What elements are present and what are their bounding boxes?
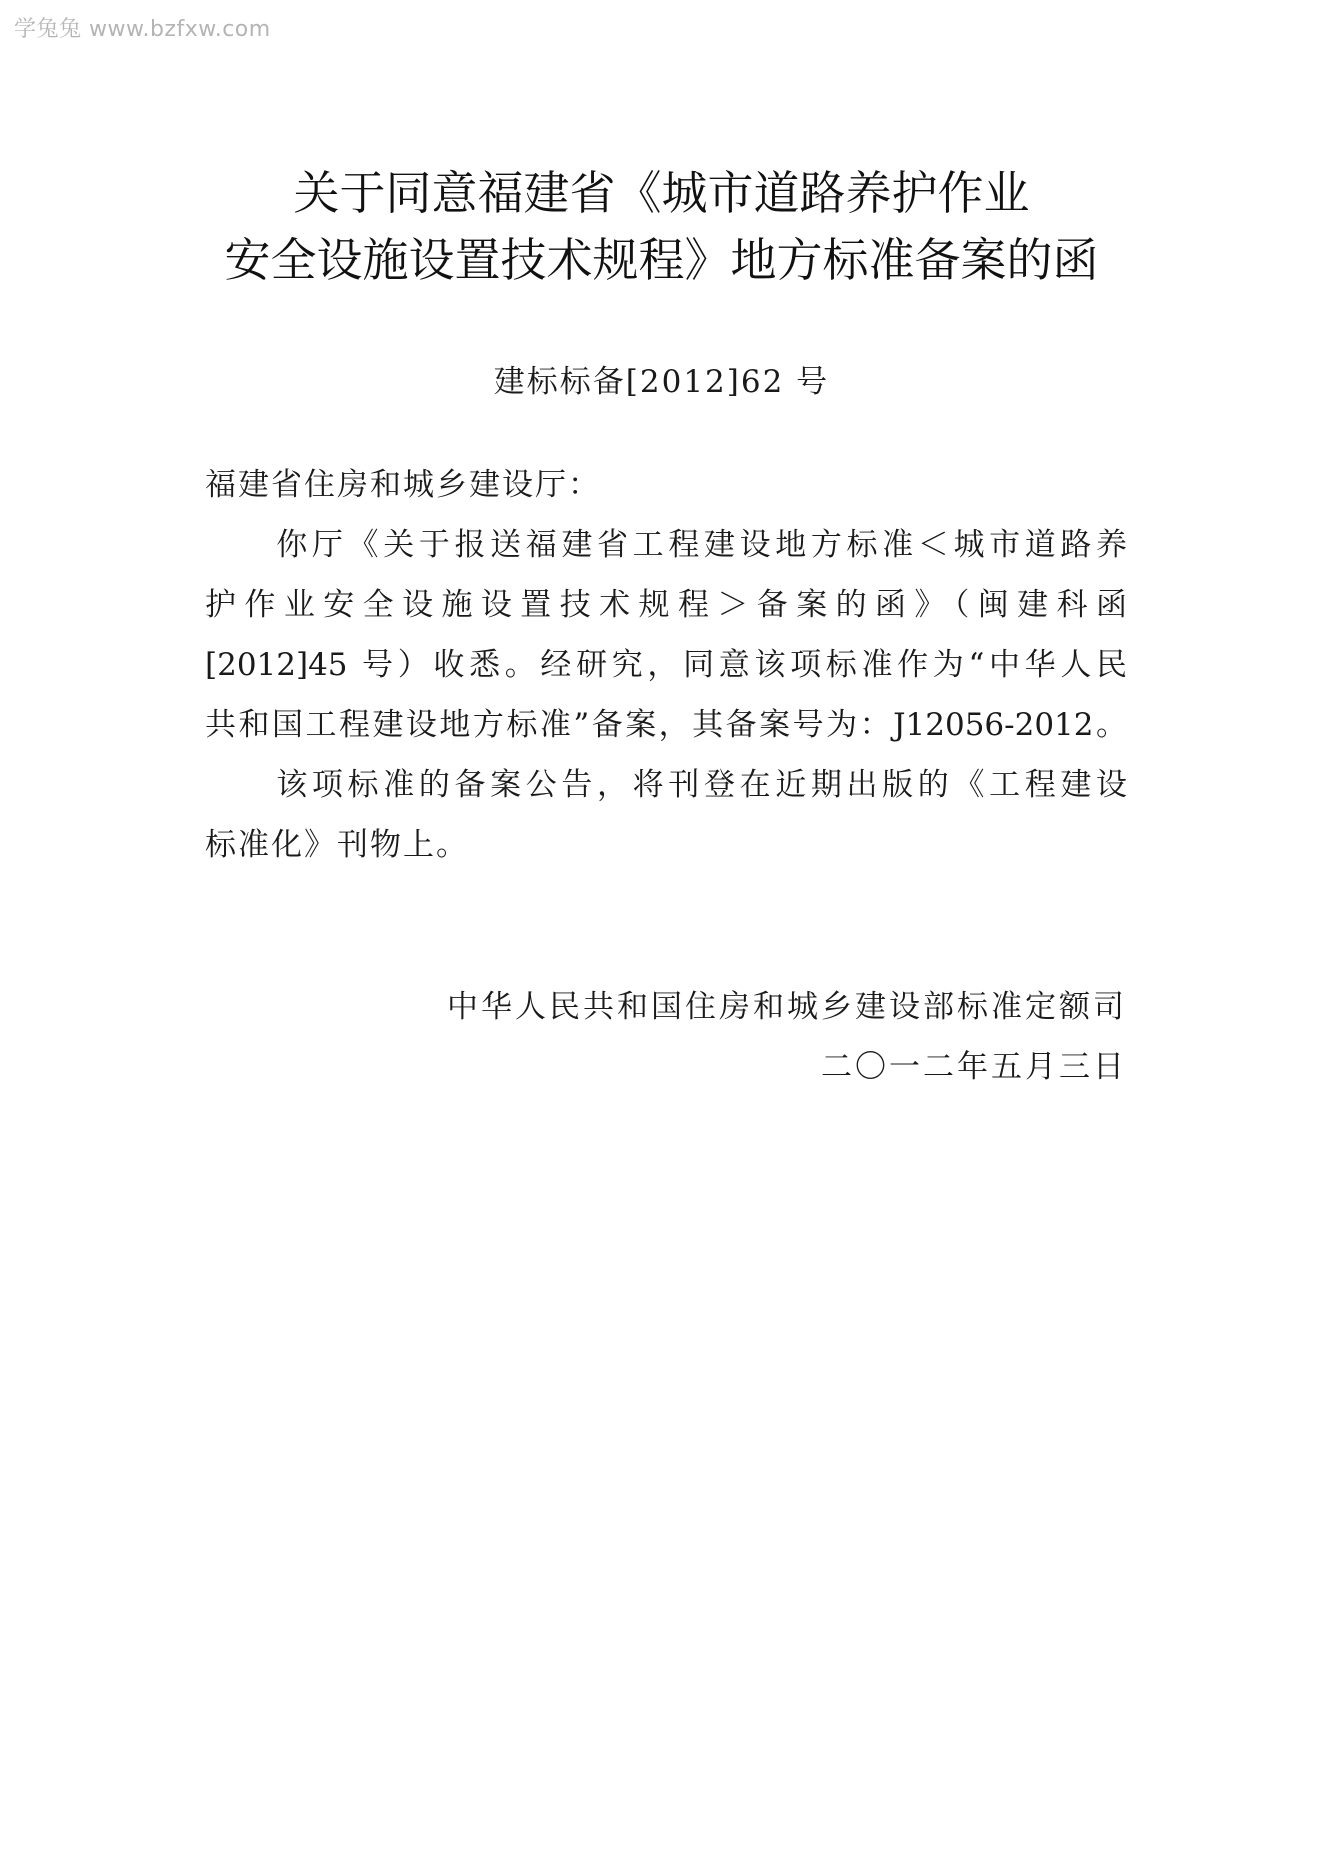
body-line-4: 共和国工程建设地方标准”备案，其备案号为：J12056-2012。 (205, 707, 1127, 743)
addressee: 福建省住房和城乡建设厅： (205, 467, 601, 503)
document-title-line-1: 关于同意福建省《城市道路养护作业 (293, 166, 1030, 220)
document-title-line-2: 安全设施设置技术规程》地方标准备案的函 (224, 233, 1099, 287)
body-line-5: 该项标准的备案公告，将刊登在近期出版的《工程建设 (205, 767, 1127, 803)
watermark: 学兔兔 www.bzfxw.com (14, 17, 271, 42)
body-line-6: 标准化》刊物上。 (205, 827, 469, 863)
issue-date: 二〇一二年五月三日 (821, 1049, 1127, 1085)
body-line-1: 你厅《关于报送福建省工程建设地方标准＜城市道路养 (205, 527, 1127, 563)
issuer-signature: 中华人民共和国住房和城乡建设部标准定额司 (447, 989, 1127, 1025)
body-line-3: [2012]45 号）收悉。经研究，同意该项标准作为“中华人民 (205, 647, 1127, 683)
body-line-2: 护作业安全设施设置技术规程＞备案的函》（闽建科函 (205, 587, 1127, 623)
document-number: 建标标备[2012]62 号 (493, 364, 830, 400)
